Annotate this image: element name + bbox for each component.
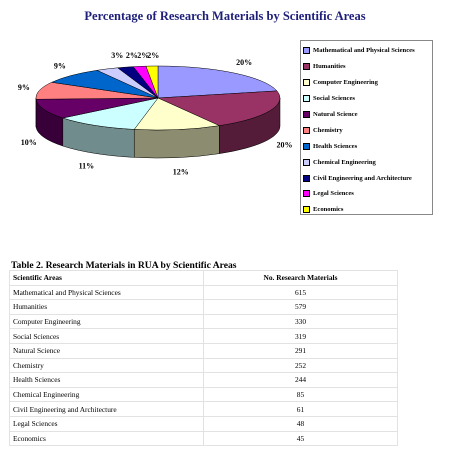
table-cell-area: Legal Sciences — [10, 416, 204, 431]
legend-item — [303, 43, 432, 59]
table-cell-area: Civil Engineering and Architecture — [10, 402, 204, 417]
table-cell-area: Chemistry — [10, 358, 204, 373]
legend-item — [303, 75, 432, 91]
pie-slice-label: 20% — [236, 58, 253, 68]
table-cell-count: 291 — [204, 343, 398, 358]
legend-swatch — [303, 159, 310, 166]
legend-swatch — [303, 95, 310, 102]
table-row — [10, 387, 398, 402]
legend-swatch — [303, 79, 310, 86]
table-cell-count: 579 — [204, 300, 398, 315]
legend-label: Economics — [313, 206, 344, 214]
table-cell-area: Social Sciences — [10, 329, 204, 344]
table-cell-area: Humanities — [10, 300, 204, 315]
legend-item — [303, 107, 432, 123]
table-cell-count: 61 — [204, 402, 398, 417]
pie-slice-label: 12% — [172, 167, 189, 177]
table-title: Table 2. Research Materials in RUA by Scientific Areas — [11, 260, 237, 271]
table-row — [10, 300, 398, 315]
legend-swatch — [303, 63, 310, 70]
chart-legend — [300, 40, 433, 215]
chart-title: Percentage of Research Materials by Scientific Areas — [84, 9, 366, 23]
table-row — [10, 329, 398, 344]
legend-label: Mathematical and Physical Sciences — [313, 47, 415, 55]
legend-swatch — [303, 127, 310, 134]
table-row — [10, 358, 398, 373]
legend-label: Legal Sciences — [313, 190, 354, 198]
table-cell-count: 330 — [204, 314, 398, 329]
pie-slice-label: 10% — [20, 138, 37, 148]
legend-label: Social Sciences — [313, 95, 355, 103]
legend-label: Computer Engineering — [313, 79, 378, 87]
table-cell-area: Computer Engineering — [10, 314, 204, 329]
legend-item — [303, 202, 432, 218]
table-cell-count: 244 — [204, 373, 398, 388]
pie-slice-label: 20% — [276, 140, 293, 150]
table-row — [10, 373, 398, 388]
legend-item — [303, 170, 432, 186]
pie-slice-label: 9% — [53, 61, 66, 71]
legend-swatch — [303, 143, 310, 150]
table-header-row — [10, 271, 398, 286]
legend-item — [303, 91, 432, 107]
legend-item — [303, 59, 432, 75]
legend-label: Natural Science — [313, 111, 358, 118]
pie-slice-label: 11% — [78, 161, 95, 171]
table-cell-count: 319 — [204, 329, 398, 344]
table-cell-count: 615 — [204, 285, 398, 300]
legend-item — [303, 154, 432, 170]
pie-slice-label: 2% — [137, 51, 150, 60]
legend-swatch — [303, 47, 310, 54]
table-row — [10, 431, 398, 446]
table-cell-area: Mathematical and Physical Sciences — [10, 285, 204, 300]
legend-item — [303, 122, 432, 138]
legend-label: Health Sciences — [313, 142, 358, 150]
table-cell-count: 85 — [204, 387, 398, 402]
table-row — [10, 343, 398, 358]
legend-label: Chemical Engineering — [313, 158, 376, 166]
legend-item — [303, 186, 432, 202]
table-cell-area: Natural Science — [10, 343, 204, 358]
legend-label: Humanities — [313, 63, 346, 71]
legend-swatch — [303, 206, 310, 213]
table-row — [10, 285, 398, 300]
table-cell-area: Chemical Engineering — [10, 387, 204, 402]
pie-slice-label: 9% — [17, 83, 30, 93]
legend-swatch — [303, 111, 310, 118]
legend-item — [303, 138, 432, 154]
table-cell-area: Health Sciences — [10, 373, 204, 388]
table-cell-area: Economics — [10, 431, 204, 446]
table-cell-count: 45 — [204, 431, 398, 446]
table-row — [10, 416, 398, 431]
column-header-areas: Scientific Areas — [10, 271, 204, 286]
data-table — [9, 270, 398, 446]
table-cell-count: 252 — [204, 358, 398, 373]
legend-label: Civil Engineering and Architecture — [313, 174, 412, 182]
pie-slice-label: 2% — [125, 51, 138, 60]
column-header-count: No. Research Materials — [204, 271, 398, 286]
table-row — [10, 402, 398, 417]
table-row — [10, 314, 398, 329]
pie-slice-label: 3% — [111, 51, 124, 60]
legend-label: Chemistry — [313, 126, 343, 134]
pie-slice-side — [134, 126, 219, 158]
legend-swatch — [303, 175, 310, 182]
table-cell-count: 48 — [204, 416, 398, 431]
legend-swatch — [303, 190, 310, 197]
pie-slice-label: 2% — [147, 51, 160, 60]
